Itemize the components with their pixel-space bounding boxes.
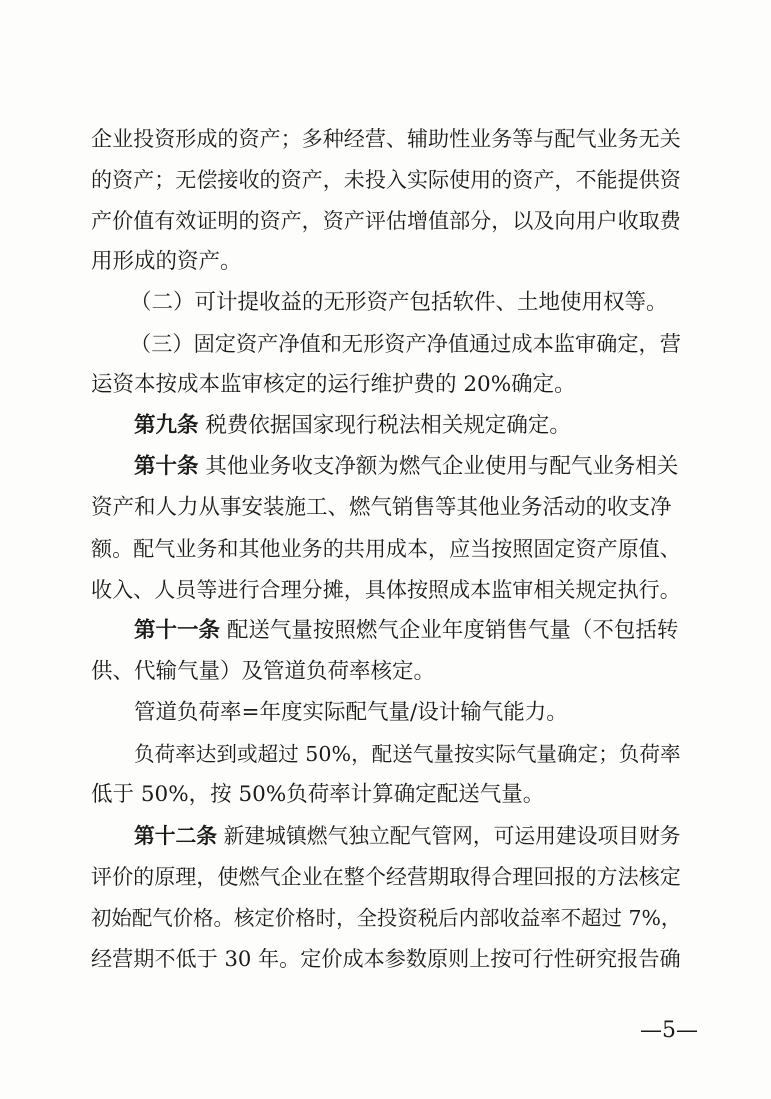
- article-text: 配送气量按照燃气企业年度销售气量（不包括转: [226, 618, 679, 643]
- text-line: 经营期不低于 30 年。定价成本参数原则上按可行性研究报告确: [91, 946, 681, 971]
- text-line: 初始配气价格。核定价格时，全投资税后内部收益率不超过 7%，: [91, 906, 682, 930]
- article-10-paragraph: [134, 452, 678, 482]
- article-label: 第十条: [134, 454, 199, 479]
- text-line: （二）可计提收益的无形资产包括软件、土地使用权等。: [130, 290, 668, 315]
- text-line: 企业投资形成的资产；多种经营、辅助性业务等与配气业务无关: [91, 126, 681, 151]
- article-label: 第十一条: [134, 618, 221, 643]
- text-line: 运资本按成本监审核定的运行维护费的 20%确定。: [91, 372, 576, 397]
- text-line: 低于 50%，按 50%负荷率计算确定配送气量。: [91, 782, 545, 807]
- text-line: 供、代输气量）及管道负荷率核定。: [91, 659, 436, 684]
- article-label: 第十二条: [134, 824, 218, 848]
- article-text: 税费依据国家现行税法相关规定确定。: [205, 413, 571, 438]
- text-line: 评价的原理，使燃气企业在整个经营期取得合理回报的方法核定: [91, 864, 681, 889]
- text-line: 管道负荷率=年度实际配气量/设计输气能力。: [134, 700, 568, 725]
- text-line: （三）固定资产净值和无形资产净值通过成本监审确定，营: [130, 331, 681, 356]
- text-line: 用形成的资产。: [91, 249, 242, 274]
- article-9-paragraph: [134, 411, 571, 441]
- article-11-paragraph: [134, 616, 678, 646]
- text-line: 额。配气业务和其他业务的共用成本，应当按照固定资产原值、: [91, 536, 681, 561]
- article-12-paragraph: [134, 821, 681, 851]
- text-line: 产价值有效证明的资产，资产评估增值部分，以及向用户收取费: [91, 208, 681, 233]
- text-line: 负荷率达到或超过 50%，配送气量按实际气量确定；负荷率: [134, 742, 681, 766]
- article-label: 第九条: [134, 413, 199, 438]
- text-line: 的资产；无偿接收的资产，未投入实际使用的资产，不能提供资: [91, 167, 681, 192]
- text-line: 收入、人员等进行合理分摊，具体按照成本监审相关规定执行。: [91, 577, 681, 602]
- page-number: —5—: [640, 1018, 698, 1043]
- article-text: 其他业务收支净额为燃气企业使用与配气业务相关: [205, 454, 679, 479]
- text-line: 资产和人力从事安装施工、燃气销售等其他业务活动的收支净: [91, 495, 672, 520]
- article-text: 新建城镇燃气独立配气管网，可运用建设项目财务: [223, 824, 681, 848]
